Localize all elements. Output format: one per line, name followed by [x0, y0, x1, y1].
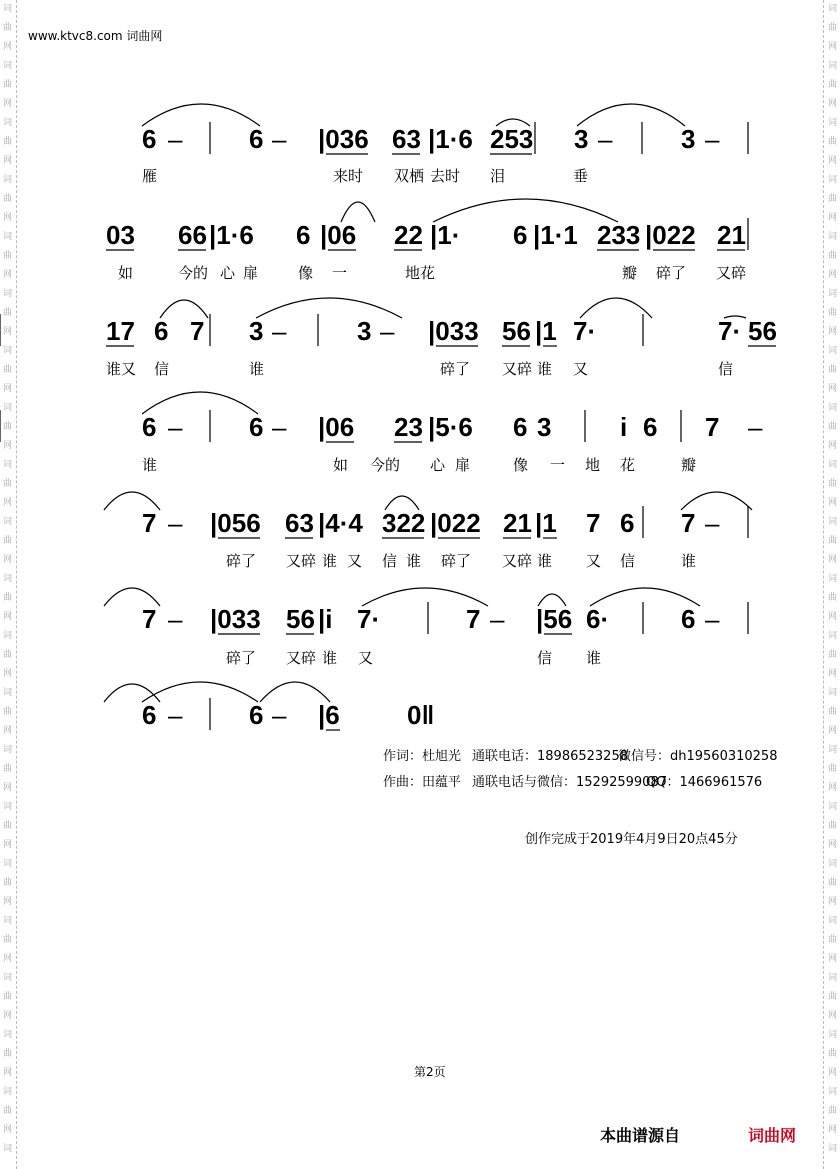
watermark-char: 词 — [3, 1030, 13, 1040]
note: 6 — [154, 316, 169, 346]
watermark-char: 词 — [828, 4, 838, 14]
watermark-char: 曲 — [828, 137, 838, 147]
watermark-char: 词 — [828, 1144, 838, 1154]
watermark-char: 词 — [3, 118, 13, 128]
watermark-char: 网 — [828, 384, 838, 394]
watermark-char: 词 — [828, 916, 838, 926]
watermark-char: 网 — [828, 270, 838, 280]
note: 7 — [681, 508, 696, 538]
slur — [577, 104, 685, 126]
watermark-char: 曲 — [3, 764, 13, 774]
note: 7· — [357, 604, 381, 634]
watermark-char: 词 — [3, 859, 13, 869]
lyric: 谁又 — [106, 360, 137, 378]
note: 3 — [357, 316, 372, 346]
watermark-char: 曲 — [828, 764, 838, 774]
note: 21 — [503, 508, 532, 538]
slur — [580, 298, 652, 318]
note: – — [705, 124, 720, 154]
note: – — [168, 604, 183, 634]
note: 66 — [178, 220, 207, 250]
note: 56 — [502, 316, 531, 346]
watermark-char: 曲 — [828, 23, 838, 33]
watermark-char: 曲 — [828, 194, 838, 204]
lyric: 瓣 — [681, 456, 697, 474]
watermark-char: 词 — [828, 517, 838, 527]
lyric: 地 — [585, 456, 601, 474]
note: |1· — [430, 220, 461, 250]
site-header: www.ktvc8.com 词曲网 — [28, 29, 163, 43]
lyric: 又 — [358, 649, 374, 667]
watermark-char: 网 — [3, 498, 13, 508]
note: 6 — [620, 508, 635, 538]
watermark-char: 网 — [828, 441, 838, 451]
note: 21 — [717, 220, 746, 250]
lyric: 信 — [382, 552, 398, 570]
watermark-char: 网 — [3, 897, 13, 907]
note: – — [168, 508, 183, 538]
watermark-char: 词 — [828, 346, 838, 356]
note: 6 — [681, 604, 696, 634]
lyric: 今的 — [178, 264, 209, 282]
watermark-char: 曲 — [828, 878, 838, 888]
watermark-char: 曲 — [3, 935, 13, 945]
watermark-char: 网 — [828, 897, 838, 907]
note: 6· — [586, 604, 610, 634]
watermark-char: 网 — [828, 726, 838, 736]
watermark-char: 曲 — [3, 137, 13, 147]
watermark-char: 网 — [828, 1068, 838, 1078]
lyric: 谁 — [322, 552, 338, 570]
watermark-char: 词 — [828, 574, 838, 584]
watermark-char: 曲 — [828, 935, 838, 945]
lyric: 像 — [513, 456, 529, 474]
watermark-char: 网 — [3, 441, 13, 451]
note: 17 — [106, 316, 135, 346]
watermark-char: 曲 — [3, 821, 13, 831]
lyric: 谁 — [249, 360, 265, 378]
note: |4·4 — [318, 508, 363, 538]
note: 322 — [382, 508, 426, 538]
note: |033 — [428, 316, 479, 346]
lyric: 碎了 — [226, 552, 257, 570]
watermark-char: 曲 — [828, 650, 838, 660]
slur — [142, 392, 258, 414]
watermark-char: 网 — [828, 954, 838, 964]
note: 7 — [190, 316, 205, 346]
note: |06 — [320, 220, 357, 250]
lyric: 又碎 — [286, 552, 317, 570]
note: 6 — [142, 700, 157, 730]
lyric: 一 — [332, 264, 348, 282]
note: – — [748, 412, 763, 442]
lyric: 谁 — [322, 649, 338, 667]
note: – — [272, 700, 287, 730]
lyric: 谁 — [406, 552, 422, 570]
watermark-char: 网 — [828, 612, 838, 622]
watermark-char: 词 — [828, 232, 838, 242]
watermark-char: 网 — [828, 42, 838, 52]
page-number: 第2页 — [414, 1065, 446, 1079]
watermark-char: 曲 — [828, 707, 838, 717]
lyric: 像 — [298, 264, 314, 282]
lyric: 谁 — [537, 552, 553, 570]
note: 7· — [573, 316, 597, 346]
note: 6 — [142, 412, 157, 442]
lyric: 信 — [620, 552, 636, 570]
watermark-char: 词 — [828, 1087, 838, 1097]
watermark-char: 曲 — [828, 365, 838, 375]
lyric: 碎了 — [441, 552, 472, 570]
watermark-char: 网 — [828, 327, 838, 337]
lyric: 双栖 — [394, 167, 425, 185]
lyric: 瓣 — [622, 264, 638, 282]
lyricist-phone: 通联电话：18986523258 — [472, 749, 628, 764]
watermark-char: 网 — [3, 384, 13, 394]
watermark-char: 词 — [3, 460, 13, 470]
slur — [256, 298, 402, 318]
note: |1·6 — [209, 220, 254, 250]
note: 6 — [249, 412, 264, 442]
watermark-char: 词 — [828, 403, 838, 413]
watermark-char: 曲 — [3, 1106, 13, 1116]
note: |022 — [645, 220, 696, 250]
lyric: 又 — [586, 552, 602, 570]
watermark-char: 曲 — [3, 707, 13, 717]
watermark-char: 曲 — [828, 251, 838, 261]
watermark-char: 网 — [828, 555, 838, 565]
note: 63 — [392, 124, 421, 154]
note: |5·6 — [428, 412, 473, 442]
lyric: 心 — [220, 264, 236, 282]
note: – — [272, 124, 287, 154]
watermark-char: 词 — [3, 745, 13, 755]
watermark-char: 曲 — [3, 593, 13, 603]
watermark-char: 曲 — [3, 878, 13, 888]
watermark-char: 网 — [3, 213, 13, 223]
watermark-char: 曲 — [3, 365, 13, 375]
lyric: 垂 — [573, 167, 589, 185]
watermark-char: 词 — [3, 517, 13, 527]
note: |1·1 — [533, 220, 578, 250]
watermark-char: 词 — [828, 118, 838, 128]
watermark-char: 网 — [3, 42, 13, 52]
watermark-char: 曲 — [3, 194, 13, 204]
watermark-char: 网 — [828, 783, 838, 793]
note: 6 — [296, 220, 311, 250]
watermark-char: 网 — [828, 840, 838, 850]
watermark-char: 网 — [3, 555, 13, 565]
note: i — [620, 412, 628, 442]
lyric: 信 — [718, 360, 734, 378]
lyric: 又碎 — [502, 360, 533, 378]
watermark-char: 词 — [828, 745, 838, 755]
watermark-char: 网 — [3, 270, 13, 280]
note: |036 — [318, 124, 369, 154]
note: 6 — [643, 412, 658, 442]
watermark-char: 曲 — [828, 992, 838, 1002]
lyric: 来时 — [333, 167, 364, 185]
lyric: 今的 — [370, 456, 401, 474]
watermark-char: 词 — [3, 1144, 13, 1154]
watermark-char: 词 — [3, 916, 13, 926]
note: 7 — [142, 508, 157, 538]
note: 253 — [490, 124, 534, 154]
watermark-char: 网 — [828, 1125, 838, 1135]
watermark-char: 网 — [3, 156, 13, 166]
watermark-char: 词 — [828, 973, 838, 983]
note: 56 — [748, 316, 777, 346]
watermark-char: 曲 — [828, 1106, 838, 1116]
lyric: 碎了 — [656, 264, 687, 282]
note: 23 — [394, 412, 423, 442]
lyric: 信 — [537, 649, 553, 667]
watermark-char: 曲 — [828, 536, 838, 546]
watermark-char: 网 — [3, 99, 13, 109]
watermark-char: 词 — [828, 688, 838, 698]
note: |6 — [318, 700, 340, 730]
watermark-char: 网 — [828, 669, 838, 679]
lyric: 谁 — [537, 360, 553, 378]
note: 3 — [681, 124, 696, 154]
note: |i — [318, 604, 333, 634]
composer-qq: QQ：1466961576 — [646, 775, 763, 790]
note: 233 — [597, 220, 641, 250]
note: – — [380, 316, 395, 346]
lyric: 谁 — [681, 552, 697, 570]
watermark-char: 网 — [828, 498, 838, 508]
watermark-char: 词 — [828, 1030, 838, 1040]
lyric: 扉 — [455, 456, 471, 474]
watermark-char: 词 — [3, 688, 13, 698]
lyric: 雁 — [142, 167, 158, 185]
watermark-char: 曲 — [3, 992, 13, 1002]
note: 03 — [106, 220, 135, 250]
watermark-char: 网 — [828, 156, 838, 166]
watermark-char: 网 — [3, 327, 13, 337]
watermark-char: 词 — [3, 574, 13, 584]
watermark-char: 曲 — [3, 308, 13, 318]
lyric: 一 — [550, 456, 566, 474]
watermark-char: 曲 — [3, 536, 13, 546]
watermark-char: 曲 — [828, 80, 838, 90]
lyric: 又 — [573, 360, 589, 378]
watermark-char: 词 — [3, 802, 13, 812]
note: 3 — [249, 316, 264, 346]
watermark-char: 曲 — [828, 1049, 838, 1059]
note: 6 — [249, 700, 264, 730]
watermark-char: 词 — [3, 232, 13, 242]
lyric: 又碎 — [716, 264, 747, 282]
lyricist: 作词：杜旭光 — [383, 749, 462, 764]
watermark-char: 词 — [828, 175, 838, 185]
note: |033 — [210, 604, 261, 634]
watermark-char: 曲 — [828, 821, 838, 831]
lyric: 又 — [347, 552, 363, 570]
note: 0‖ — [407, 700, 435, 730]
watermark-char: 词 — [3, 61, 13, 71]
watermark-char: 词 — [828, 802, 838, 812]
watermark-char: 曲 — [3, 650, 13, 660]
watermark-char: 曲 — [3, 479, 13, 489]
note: |56 — [536, 604, 573, 634]
lyric: 扉 — [243, 264, 259, 282]
watermark-char: 词 — [3, 4, 13, 14]
note: |1 — [535, 316, 557, 346]
watermark-char: 曲 — [3, 251, 13, 261]
watermark-char: 词 — [3, 631, 13, 641]
note: 7 — [142, 604, 157, 634]
watermark-char: 网 — [828, 1011, 838, 1021]
watermark-char: 词 — [3, 1087, 13, 1097]
note: – — [598, 124, 613, 154]
watermark-char: 网 — [3, 726, 13, 736]
watermark-char: 曲 — [3, 80, 13, 90]
watermark-char: 曲 — [3, 1049, 13, 1059]
watermark-char: 词 — [3, 175, 13, 185]
lyricist-wechat: 微信号：dh19560310258 — [618, 749, 778, 764]
watermark-char: 词 — [3, 346, 13, 356]
lyric: 谁 — [142, 456, 158, 474]
slur — [260, 682, 330, 702]
note: 3 — [574, 124, 589, 154]
slur — [142, 104, 260, 126]
watermark-char: 曲 — [3, 422, 13, 432]
note: – — [168, 124, 183, 154]
note: 6 — [513, 412, 528, 442]
watermark-char: 网 — [3, 1011, 13, 1021]
note: 6 — [513, 220, 528, 250]
watermark-char: 曲 — [828, 422, 838, 432]
watermark-char: 网 — [828, 213, 838, 223]
note: |056 — [210, 508, 261, 538]
note: 6 — [249, 124, 264, 154]
watermark-char: 词 — [828, 631, 838, 641]
note: 63 — [285, 508, 314, 538]
lyric: 碎了 — [226, 649, 257, 667]
note: – — [272, 412, 287, 442]
watermark-char: 曲 — [828, 593, 838, 603]
note: – — [272, 316, 287, 346]
lyric: 如 — [333, 456, 349, 474]
note: 3 — [537, 412, 552, 442]
lyric: 泪 — [490, 167, 506, 185]
lyric: 如 — [118, 264, 134, 282]
watermark-char: 词 — [3, 403, 13, 413]
watermark-char: 词 — [3, 289, 13, 299]
note: 7 — [586, 508, 601, 538]
note: 7 — [466, 604, 481, 634]
watermark-char: 网 — [3, 1125, 13, 1135]
watermark-char: 词 — [828, 859, 838, 869]
note: 22 — [394, 220, 423, 250]
slur — [142, 682, 258, 702]
lyric: 去时 — [430, 167, 461, 185]
watermark-char: 曲 — [3, 23, 13, 33]
note: |1·6 — [428, 124, 473, 154]
watermark-char: 曲 — [828, 479, 838, 489]
lyric: 碎了 — [440, 360, 471, 378]
note: |06 — [318, 412, 355, 442]
note: 7 — [705, 412, 720, 442]
watermark-char: 曲 — [828, 308, 838, 318]
lyric: 花 — [620, 456, 636, 474]
lyric: 地花 — [405, 264, 436, 282]
watermark-char: 网 — [3, 612, 13, 622]
slur — [433, 199, 618, 222]
watermark-char: 词 — [828, 289, 838, 299]
note: 56 — [286, 604, 315, 634]
completion-date: 创作完成于2019年4月9日20点45分 — [525, 832, 738, 847]
watermark-char: 词 — [3, 973, 13, 983]
note: – — [490, 604, 505, 634]
source-label: 本曲谱源自 — [600, 1126, 681, 1145]
composer-phone: 通联电话与微信：15292599087 — [472, 775, 667, 790]
note: – — [168, 700, 183, 730]
lyric: 又碎 — [502, 552, 533, 570]
composer: 作曲：田蕴平 — [383, 775, 462, 790]
slur — [341, 202, 375, 222]
watermark-char: 网 — [3, 954, 13, 964]
watermark-char: 网 — [3, 783, 13, 793]
note: 6 — [142, 124, 157, 154]
note: |022 — [430, 508, 481, 538]
watermark-char: 网 — [3, 669, 13, 679]
note: – — [168, 412, 183, 442]
note: |1 — [535, 508, 557, 538]
note: 7· — [718, 316, 742, 346]
lyric: 信 — [154, 360, 170, 378]
note: – — [705, 604, 720, 634]
lyric: 谁 — [586, 649, 602, 667]
watermark-char: 网 — [3, 840, 13, 850]
watermark-char: 网 — [828, 99, 838, 109]
brand-link[interactable]: 词曲网 — [748, 1126, 797, 1145]
lyric: 又碎 — [286, 649, 317, 667]
watermark-char: 词 — [828, 460, 838, 470]
watermark-char: 网 — [3, 1068, 13, 1078]
note: – — [705, 508, 720, 538]
lyric: 心 — [430, 456, 446, 474]
watermark-char: 词 — [828, 61, 838, 71]
